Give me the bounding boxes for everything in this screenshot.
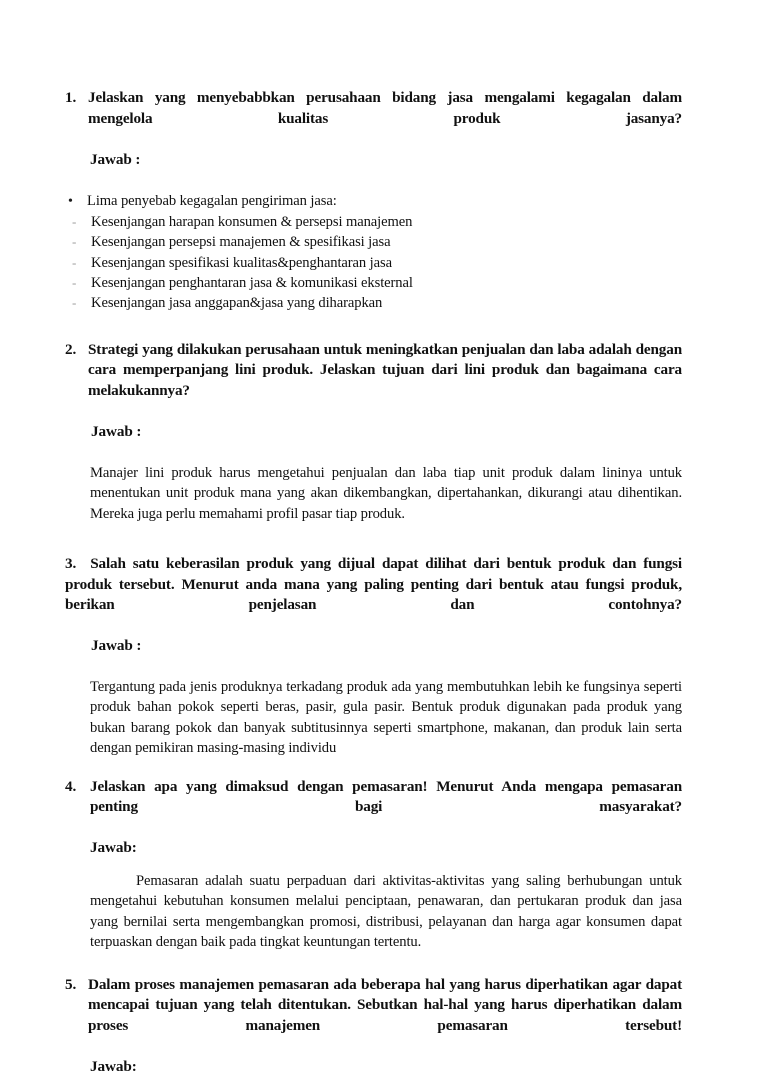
question-line-3 — [65, 554, 682, 636]
spacer — [65, 657, 682, 677]
list-item-label: Kesenjangan harapan konsumen & persepsi manajemen — [91, 213, 413, 230]
jawab-label-5: Jawab: — [90, 1057, 137, 1075]
question-number-4: 4. — [65, 777, 77, 795]
dash-marker-icon: - — [72, 275, 77, 290]
question-block-5 — [65, 975, 682, 1078]
bullet-dot-icon: • — [68, 194, 73, 210]
question-line-5 — [65, 975, 682, 1057]
jawab-label-4: Jawab: — [90, 839, 137, 857]
spacer — [65, 524, 682, 554]
question-number-2: 2. — [65, 340, 77, 358]
spacer — [65, 170, 682, 192]
question-number-3: 3. — [65, 555, 77, 572]
list-item — [72, 293, 682, 313]
question-line-1 — [65, 88, 682, 150]
list-item-label: Kesenjangan jasa anggapan&jasa yang diharapkan — [91, 295, 383, 312]
answer-text-4: Pemasaran adalah suatu perpaduan dari aktivitas-aktivitas yang saling berhubungan untuk mengetahui kebutuhan konsumen melalui penciptaan, penawaran, dan pertukaran produk dan jasa yang bernilai serta mengembangkan promosi, distribusi, pelayanan dan harga agar konsumen dapat terpuaskan dengan baik pada tingkat keuntungan tertentu. — [90, 872, 682, 951]
dash-marker-icon: - — [72, 295, 77, 311]
dash-marker-icon: - — [72, 234, 77, 250]
spacer — [65, 859, 682, 871]
list-item — [72, 212, 682, 232]
question-block-4 — [65, 777, 682, 859]
spacer — [65, 314, 682, 340]
spacer — [65, 759, 682, 777]
jawab-label-1: Jawab : — [90, 150, 141, 168]
question-text-5: Dalam proses manajemen pemasaran ada beberapa hal yang harus diperhatikan agar dapat mencapai tujuan yang telah ditentukan. Sebutkan hal-hal yang harus diperhatikan dalam proses manajemen pemasaran tersebut! — [88, 975, 682, 1034]
jawab-label-2: Jawab : — [91, 423, 142, 441]
answer-text-3: Tergantung pada jenis produknya terkadang produk ada yang membutuhkan lebih ke fungsinya seperti produk bahan pokok seperti beras, pasir, gula pasir. Bentuk produk digunakan pada produk yang bukan barang pokok dan banyak subtitusinnya seperti smartphone, makanan, dan produk lain serta dengan pemikiran masing-masing individu — [90, 678, 682, 757]
question-text-2: Strategi yang dilakukan perusahaan untuk meningkatkan penjualan dan laba adalah dengan cara memperpanjang lini produk. Jelaskan tujuan dari lini produk dan bagaimana cara melakukannya? — [88, 340, 682, 399]
question-block-2 — [65, 340, 682, 443]
bullet-list-1 — [65, 192, 682, 313]
answer-text-2: Manajer lini produk harus mengetahui penjualan dan laba tiap unit produk dalam lininya untuk menentukan unit produk mana yang akan dikembangkan, dipertahankan, dikurangi atau dihentikan. Mereka juga perlu memahami profil pasar tiap produk. — [90, 464, 682, 522]
question-text-3 — [65, 554, 682, 636]
question-body-3: Salah satu keberasilan produk yang dijual dapat dilihat dari bentuk produk dan fungsi produk tersebut. Menurut anda mana yang paling penting dari bentuk atau fungsi produk, berikan penjelasan dan contohnya? — [65, 555, 682, 614]
list-item-label: Kesenjangan persepsi manajemen & spesifikasi jasa — [91, 234, 391, 251]
list-item — [72, 232, 682, 252]
dash-marker-icon: - — [72, 254, 77, 270]
question-line-2 — [65, 340, 682, 422]
list-item-label: Kesenjangan penghantaran jasa & komunikasi eksternal — [91, 275, 413, 291]
list-item — [72, 253, 682, 273]
question-text-1: Jelaskan yang menyebabbkan perusahaan bidang jasa mengalami kegagalan dalam mengelola kualitas produk jasanya? — [88, 89, 682, 127]
question-line-4 — [65, 777, 682, 839]
spacer — [65, 443, 682, 463]
question-block-1 — [65, 88, 682, 170]
list-item — [72, 273, 682, 293]
dash-marker-icon: - — [72, 213, 77, 229]
spacer — [65, 953, 682, 975]
question-block-3 — [65, 554, 682, 657]
bullet-heading-row — [68, 192, 682, 211]
question-number-1: 1. — [65, 89, 77, 106]
list-item-label: Kesenjangan spesifikasi kualitas&penghantaran jasa — [91, 254, 392, 271]
question-text-4: Jelaskan apa yang dimaksud dengan pemasaran! Menurut Anda mengapa pemasaran penting bagi masyarakat? — [90, 777, 682, 816]
question-number-5: 5. — [65, 975, 77, 993]
jawab-label-3: Jawab : — [91, 637, 142, 655]
bullet-heading-label: Lima penyebab kegagalan pengiriman jasa: — [87, 193, 337, 210]
